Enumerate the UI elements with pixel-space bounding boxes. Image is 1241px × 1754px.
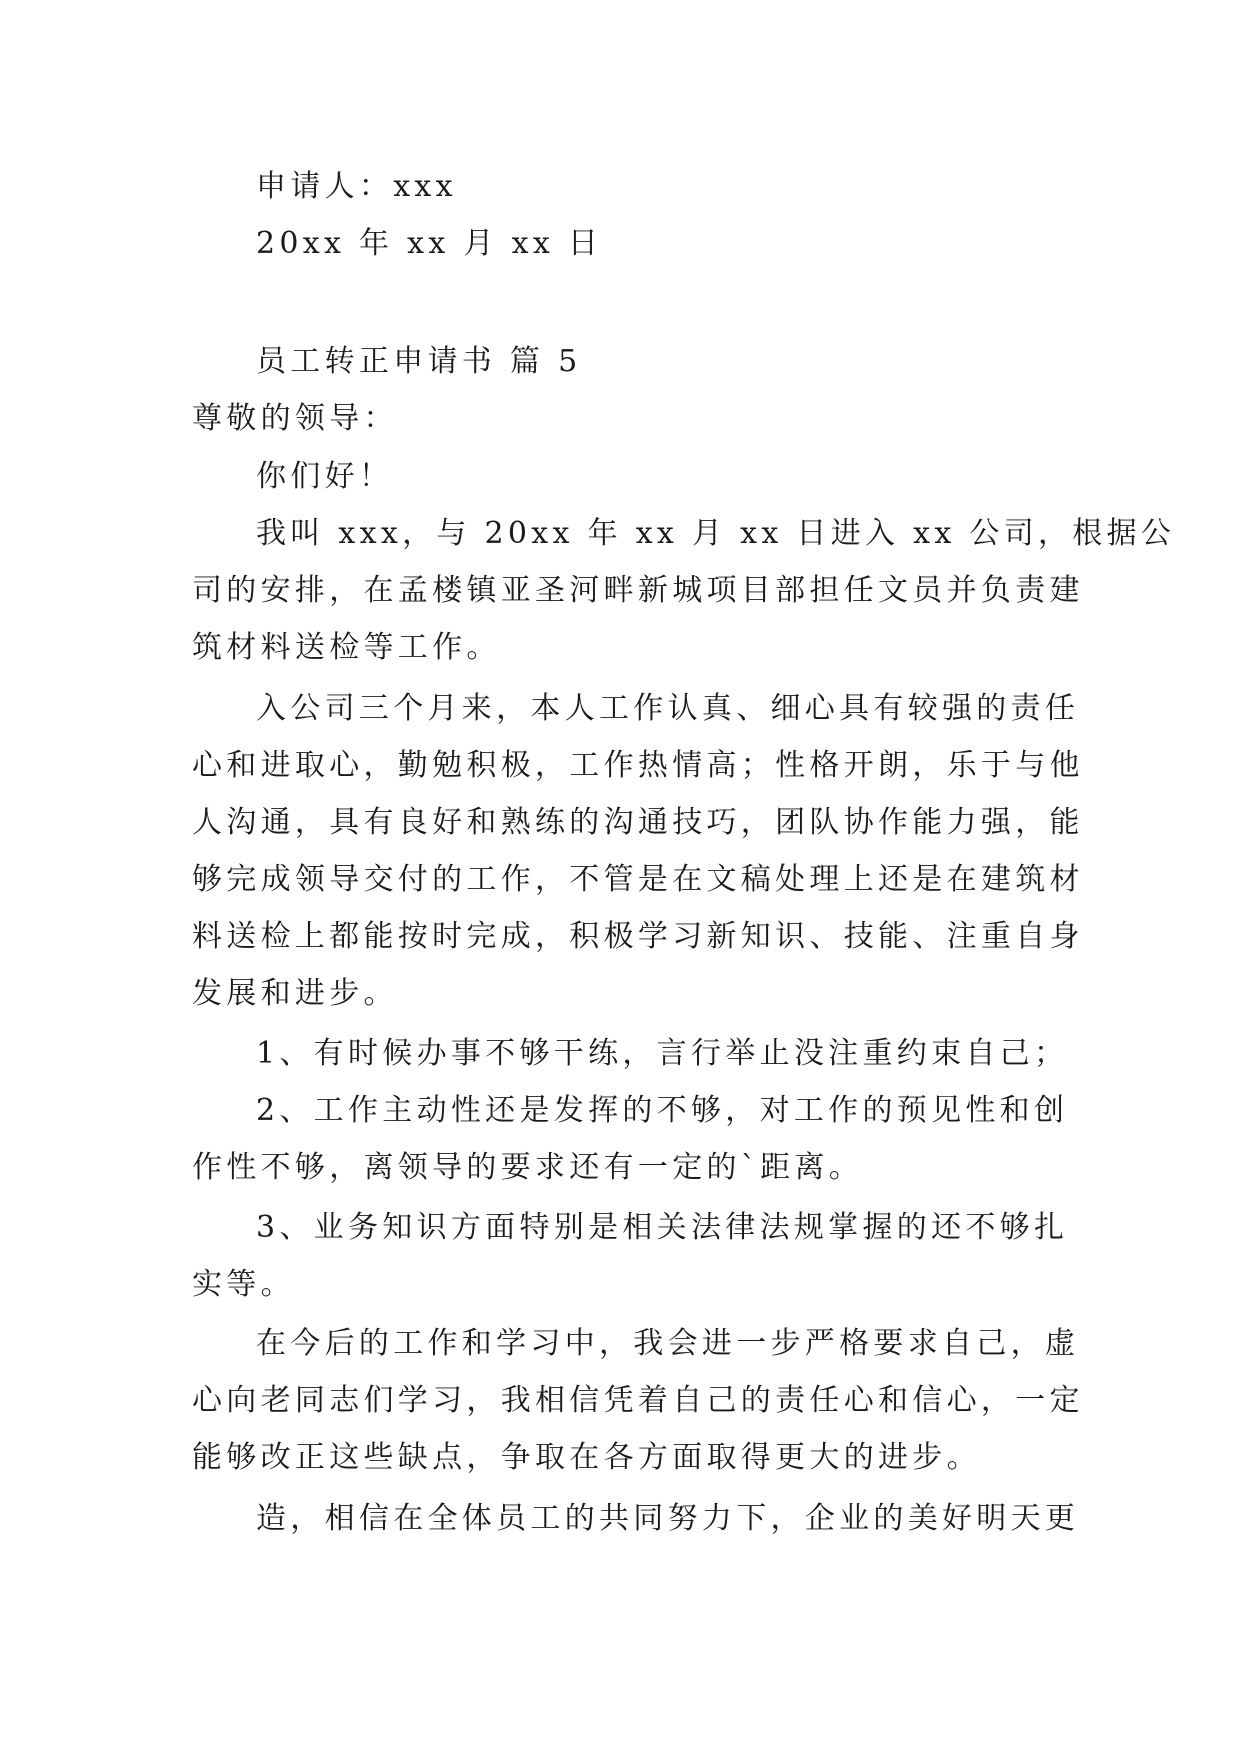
salutation: 尊敬的领导：: [192, 401, 398, 436]
paragraph-line: 能够改正这些缺点，争取在各方面取得更大的进步。: [192, 1440, 981, 1475]
paragraph-line: 造，相信在全体员工的共同努力下，企业的美好明天更: [256, 1501, 1080, 1536]
date-line: 20xx 年 xx 月 xx 日: [256, 226, 603, 261]
paragraph-line: 入公司三个月来，本人工作认真、细心具有较强的责任: [256, 691, 1080, 726]
list-item-continuation: 作性不够，离领导的要求还有一定的`距离。: [192, 1150, 863, 1185]
applicant-line: 申请人：xxx: [256, 169, 457, 204]
paragraph-line: 司的安排，在孟楼镇亚圣河畔新城项目部担任文员并负责建: [192, 573, 1084, 608]
paragraph-line: 筑材料送检等工作。: [192, 630, 501, 665]
list-item: 2、工作主动性还是发挥的不够，对工作的预见性和创: [256, 1093, 1069, 1128]
paragraph-line: 发展和进步。: [192, 976, 398, 1011]
paragraph-line: 料送检上都能按时完成，积极学习新知识、技能、注重自身: [192, 919, 1084, 954]
paragraph-line: 人沟通，具有良好和熟练的沟通技巧，团队协作能力强，能: [192, 805, 1084, 840]
list-item-continuation: 实等。: [192, 1267, 295, 1302]
paragraph-line: 我叫 xxx，与 20xx 年 xx 月 xx 日进入 xx 公司，根据公: [256, 516, 1176, 551]
list-item: 1、有时候办事不够干练，言行举止没注重约束自己；: [256, 1036, 1069, 1071]
list-item: 3、业务知识方面特别是相关法律法规掌握的还不够扎: [256, 1210, 1069, 1245]
paragraph-line: 在今后的工作和学习中，我会进一步严格要求自己，虚: [256, 1326, 1080, 1361]
paragraph-line: 够完成领导交付的工作，不管是在文稿处理上还是在建筑材: [192, 862, 1084, 897]
paragraph-line: 心和进取心，勤勉积极，工作热情高；性格开朗，乐于与他: [192, 748, 1084, 783]
greeting: 你们好！: [256, 459, 394, 494]
document-title: 员工转正申请书 篇 5: [256, 344, 582, 379]
paragraph-line: 心向老同志们学习，我相信凭着自己的责任心和信心，一定: [192, 1383, 1084, 1418]
